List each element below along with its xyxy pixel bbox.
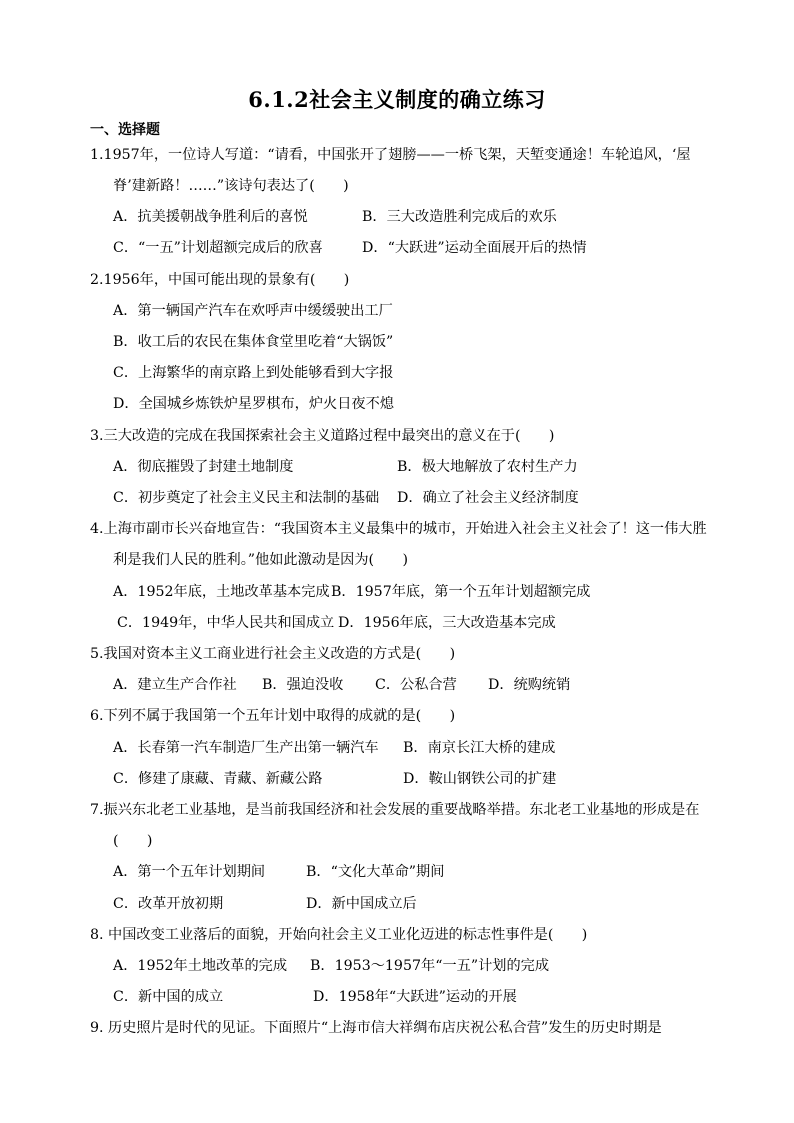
- question-8-option-c: C．新中国的成立: [113, 989, 224, 1005]
- question-5-option-a: A．建立生产合作社: [113, 677, 237, 693]
- question-8-option-d: D．1958年“大跃进”运动的开展: [313, 989, 517, 1005]
- question-6-option-b: B．南京长江大桥的建成: [403, 740, 556, 756]
- question-4-line-1: 4.上海市副市长兴奋地宣告：“我国资本主义最集中的城市，开始进入社会主义社会了！这一伟大胜: [90, 521, 707, 537]
- question-5-option-c: C．公私合营: [375, 677, 457, 693]
- question-3-option-d: D．确立了社会主义经济制度: [397, 490, 579, 506]
- question-1-option-d: D．“大跃进”运动全面展开后的热情: [362, 240, 587, 256]
- question-9-line-1: 9. 历史照片是时代的见证。下面照片“上海市信大祥绸布店庆祝公私合营”发生的历史时期是: [90, 1020, 662, 1036]
- page-title: 6.1.2社会主义制度的确立练习: [248, 87, 546, 112]
- question-4-option-b: B．1957年底，第一个五年计划超额完成: [331, 584, 591, 600]
- question-1-option-b: B．三大改造胜利完成后的欢乐: [362, 209, 557, 225]
- question-5-line-1: 5.我国对资本主义工商业进行社会主义改造的方式是( ): [90, 646, 456, 662]
- question-6-line-1: 6.下列不属于我国第一个五年计划中取得的成就的是( ): [90, 708, 456, 724]
- question-4-option-d: D．1956年底，三大改造基本完成: [338, 615, 556, 631]
- question-2-option-a: A．第一辆国产汽车在欢呼声中缓缓驶出工厂: [113, 303, 393, 319]
- question-6-option-c: C．修建了康藏、青藏、新藏公路: [113, 771, 323, 787]
- question-3-option-a: A．彻底摧毁了封建土地制度: [113, 459, 294, 475]
- section-heading: 一、选择题: [90, 122, 160, 138]
- question-6-option-d: D．鞍山钢铁公司的扩建: [403, 771, 557, 787]
- question-2-option-d: D．全国城乡炼铁炉星罗棋布，炉火日夜不熄: [113, 396, 394, 412]
- question-4-option-a: A．1952年底，土地改革基本完成: [113, 584, 330, 600]
- question-7-option-c: C．改革开放初期: [113, 896, 224, 912]
- question-4-line-2: 利是我们人民的胜利。”他如此激动是因为( ): [113, 552, 408, 568]
- question-2-option-c: C．上海繁华的南京路上到处能够看到大字报: [113, 365, 394, 381]
- question-1-option-c: C．“一五”计划超额完成后的欣喜: [113, 240, 323, 256]
- question-2-line-1: 2.1956年，中国可能出现的景象有( ): [90, 272, 350, 288]
- question-6-option-a: A．长春第一汽车制造厂生产出第一辆汽车: [113, 740, 379, 756]
- question-1-option-a: A．抗美援朝战争胜利后的喜悦: [113, 209, 308, 225]
- question-4-option-c: C．1949年，中华人民共和国成立: [117, 615, 335, 631]
- question-7-option-d: D．新中国成立后: [306, 896, 417, 912]
- question-7-line-2: ( ): [113, 833, 153, 849]
- question-7-option-a: A．第一个五年计划期间: [113, 864, 266, 880]
- question-5-option-b: B．强迫没收: [262, 677, 344, 693]
- question-3-option-b: B．极大地解放了农村生产力: [397, 459, 578, 475]
- question-7-option-b: B．“文化大革命”期间: [306, 864, 445, 880]
- question-1-line-2: 脊’建新路！……”该诗句表达了( ): [113, 178, 349, 194]
- question-7-line-1: 7.振兴东北老工业基地，是当前我国经济和社会发展的重要战略举措。东北老工业基地的形成是在: [90, 802, 700, 818]
- question-1-line-1: 1.1957年，一位诗人写道：“请看，中国张开了翅膀——一桥飞架，天堑变通途！车轮追风，‘屋: [90, 147, 691, 163]
- question-3-line-1: 3.三大改造的完成在我国探索社会主义道路过程中最突出的意义在于( ): [90, 428, 555, 444]
- question-8-option-b: B．1953～1957年“一五”计划的完成: [310, 958, 550, 974]
- question-2-option-b: B．收工后的农民在集体食堂里吃着“大锅饭”: [113, 334, 394, 350]
- question-5-option-d: D．统购统销: [488, 677, 571, 693]
- question-8-option-a: A．1952年土地改革的完成: [113, 958, 288, 974]
- question-3-option-c: C．初步奠定了社会主义民主和法制的基础: [113, 490, 380, 506]
- question-8-line-1: 8. 中国改变工业落后的面貌，开始向社会主义工业化迈进的标志性事件是( ): [90, 927, 588, 943]
